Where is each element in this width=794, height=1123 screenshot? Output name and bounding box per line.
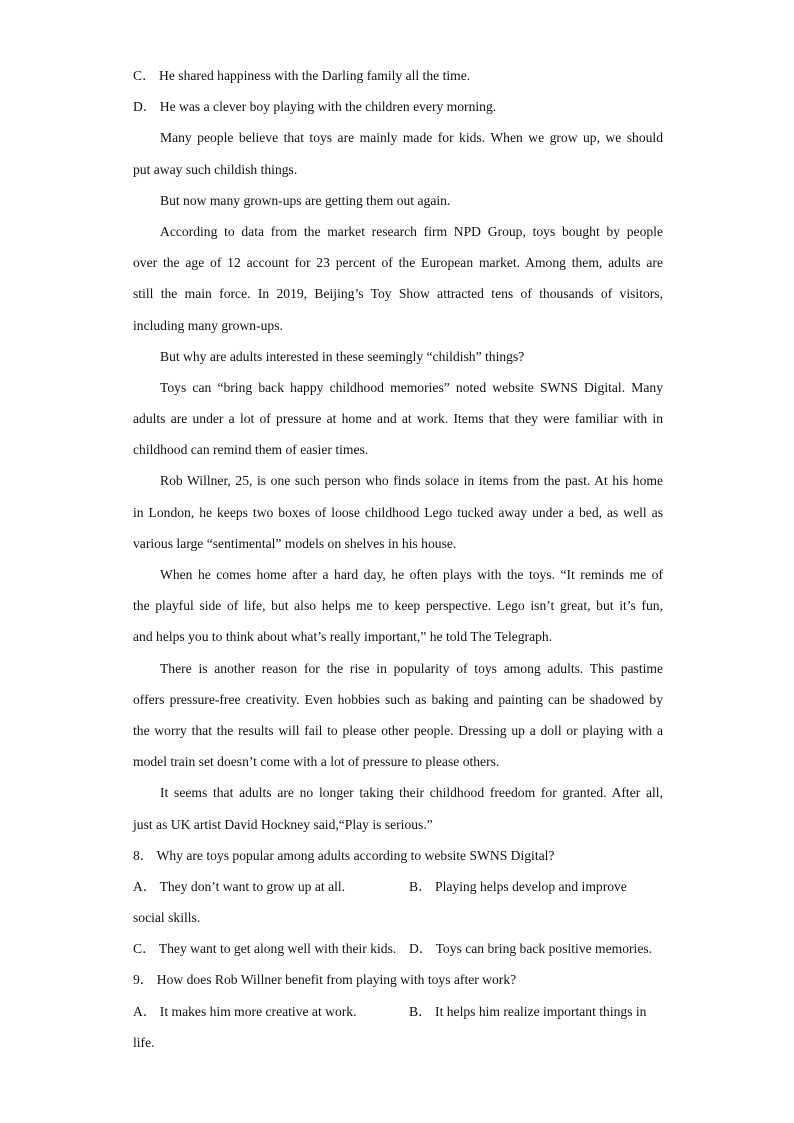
- text-line: offers pressure-free creativity. Even hobbies such as baking and painting can be shadowed by: [133, 691, 663, 707]
- option-a: A． They don’t want to grow up at all.: [133, 878, 346, 894]
- paragraph-3: [133, 216, 663, 341]
- text-line: Rob Willner, 25, is one such person who finds solace in items from the past. At his home: [160, 473, 663, 489]
- paragraph-8: [133, 653, 663, 778]
- option-b-continued: social skills.: [133, 910, 201, 926]
- paragraph-5: [133, 372, 663, 466]
- text-line: and helps you to think about what’s really important,” he told The Telegraph.: [133, 629, 553, 645]
- paragraph-2: [133, 185, 663, 216]
- document-page: [133, 60, 663, 1058]
- text-line: When he comes home after a hard day, he often plays with the toys. “It reminds me of: [160, 567, 663, 582]
- text-line: Toys can “bring back happy childhood memories” noted website SWNS Digital. Many: [160, 379, 663, 395]
- text-line: put away such childish things.: [133, 161, 298, 177]
- text-line: There is another reason for the rise in popularity of toys among adults. This pastime: [160, 660, 663, 676]
- option-row: [133, 871, 663, 902]
- text-line: But why are adults interested in these seemingly “childish” things?: [160, 348, 525, 364]
- option-b-continued: life.: [133, 1034, 155, 1050]
- text-line: over the age of 12 account for 23 percent of the European market. Among them, adults are: [133, 255, 663, 271]
- text-line: According to data from the market research firm NPD Group, toys bought by people: [160, 223, 663, 239]
- text-line: model train set doesn’t come with a lot of pressure to please others.: [133, 754, 500, 770]
- text-line: adults are under a lot of pressure at home and at work. Items that they were familiar with in: [133, 411, 663, 427]
- question-9: [133, 964, 663, 1058]
- text-line: still the main force. In 2019, Beijing’s Toy Show attracted tens of thousands of visitors,: [133, 286, 663, 302]
- paragraph-9: [133, 777, 663, 839]
- option-row: [133, 996, 663, 1027]
- text-line: the playful side of life, but also helps me to keep perspective. Lego isn’t great, but it’s fun,: [133, 598, 663, 614]
- paragraph-6: [133, 465, 663, 559]
- text-line: just as UK artist David Hockney said,“Play is serious.”: [133, 816, 433, 832]
- text-line: childhood can remind them of easier times.: [133, 442, 369, 458]
- option-b: B． Playing helps develop and improve: [409, 878, 627, 894]
- question-stem: 9． How does Rob Willner benefit from playing with toys after work?: [133, 972, 517, 988]
- option-d-prev: D． He was a clever boy playing with the children every morning.: [133, 99, 497, 115]
- text-line: in London, he keeps two boxes of loose childhood Lego tucked away under a bed, as well as: [133, 504, 663, 520]
- option-b: B． It helps him realize important things in: [409, 1003, 647, 1019]
- text-line: It seems that adults are no longer taking their childhood freedom for granted. After all,: [160, 785, 663, 801]
- text-line: the worry that the results will fail to please other people. Dressing up a doll or playing with a: [133, 722, 663, 738]
- text-line: Many people believe that toys are mainly made for kids. When we grow up, we should: [160, 130, 663, 146]
- text-line: including many grown-ups.: [133, 317, 283, 333]
- paragraph-4: [133, 341, 663, 372]
- option-c-prev: C． He shared happiness with the Darling family all the time.: [133, 68, 471, 83]
- option-a: A． It makes him more creative at work.: [133, 1003, 357, 1019]
- question-stem: 8． Why are toys popular among adults according to website SWNS Digital?: [133, 847, 555, 863]
- option-row: [133, 933, 663, 964]
- paragraph-7: [133, 559, 663, 653]
- option-c: C． They want to get along well with their kids.: [133, 941, 397, 957]
- paragraph-1: [133, 122, 663, 184]
- text-line: various large “sentimental” models on shelves in his house.: [133, 535, 457, 551]
- text-line: But now many grown-ups are getting them out again.: [160, 192, 451, 208]
- option-d: D． Toys can bring back positive memories.: [409, 941, 653, 957]
- question-8: [133, 840, 663, 965]
